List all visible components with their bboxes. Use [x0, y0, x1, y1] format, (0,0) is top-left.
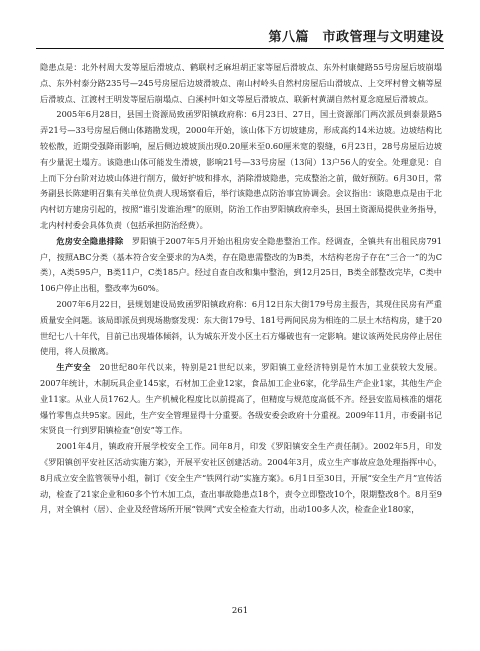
paragraph-text: 2001年4月，镇政府开展学校安全工作。同年8月，印发《罗阳镇安全生产责任制》。2002年5月，印发《罗阳镇创平安社区活动实施方案》，开展平安社区创建活动。2004年3月，成立生产事故应急处理指挥中心，8月成立安全监管领导小组，制订《安全生产“铁网行动”实施方案》。6月1日至30日，开展“安全生产月”宣传活动，检查了21家企业和60多个竹木加工点，查出事故隐患点18个，责令立即整改10个，限期整改8个。8月至9月，对全镇村（居）、企业及经营场所开展“铁网”式安全检查大行动，出动100多人次，检查企业180家， [40, 441, 442, 515]
page-body [40, 60, 442, 518]
paragraph-text: 20世纪80年代以来，特别是21世纪以来，罗阳镇工业经济特别是竹木加工业获较大发展。2007年统计，木制玩具企业145家，石材加工企业12家，食品加工企业6家，化学品生产企业1家，其他生产企业11家。从业人员1762人。生产机械化程度比以前提高了，但精度与规范度高低不齐。经县安监局核准的烟花爆竹零售点共95家。因此，生产安全管理显得十分重要。各级安委会政府十分重视。2009年11月，市委副书记宋贤良一行到罗阳镇检查“创安”等工作。 [40, 362, 442, 436]
paragraph-6 [40, 439, 442, 518]
section-heading-production-safety: 生产安全 [56, 362, 91, 373]
page-number: 261 [231, 606, 249, 616]
paragraph-2 [40, 107, 442, 233]
paragraph-3 [40, 234, 442, 297]
paragraph-text: 2007年6月22日，县规划建设局致函罗阳镇政府称：6月12日东大街179号房主报告，其现住民房有严重质量安全问题。该局即派员到现场勘察发现：东大街179号、181号两间民房为相连的二层土木结构房，建于20世纪七八十年代，目前已出现墙体倾斜，认为城东开发小区土石方爆破也有一定影响。建议该两处民房停止居住使用，将人员撤离。 [40, 298, 442, 357]
running-header [36, 22, 444, 49]
section-heading-housing-safety: 危房安全隐患排除 [56, 235, 124, 246]
paragraph-text: 罗阳镇于2007年5月开始出租房安全隐患整治工作。经调查，全镇共有出租民房791户，按照ABC分类（基本符合安全要求的为A类，存在隐患需整改的为B类，木结构老房子存在“三合一”的为C类），A类595户，B类11户，C类185户。经过自查自改和集中整治，到12月25日，B类全部整改完毕，C类中106户停止出租，整改率为60%。 [40, 235, 442, 294]
paragraph-1 [40, 60, 442, 107]
paragraph-text: 2005年6月28日，县国土资源局致函罗阳镇政府称：6月23日、27日，国土资源部门两次派员到泰景路5弄21号—33号房屋后侧山体踏勘发现，2000年开始，该山体下方切坡建房，形成高约14米边坡。边坡结构比较松散，近期受强降雨影响，屋后侧边坡坡顶出现0.20厘米至0.60厘米宽的裂缝，6月23日，28号房屋后边坡有少量泥土塌方。该隐患山体可能发生滑坡，影响21号—33号房屋（13间）13户56人的安全。处理意见：自上而下分台阶对边坡山体进行削方，做好护坡和排水，消除滑坡隐患，完成整治之前，做好预防。6月30日，常务副县长陈建明召集有关单位负责人现场察看后，举行该隐患点防治事宜协调会。会议指出：该隐患点是由于北内村切方建房引起的，按照“谁引发谁治理”的原则，防治工作由罗阳镇政府牵头，县国土资源局提供业务指导，北内村村委会具体负责（包括承担防治经费）。 [40, 109, 442, 230]
paragraph-4 [40, 297, 442, 360]
paragraph-text: 隐患点是：北外村周大发等屋后滑坡点、鹤联村乏麻坦胡正家等屋后滑坡点、东外村康健路55号房屋后坡崩塌点、东外村泰分路235号—245号房屋后边坡滑坡点、南山村岭头自然村房屋后山滑坡点、上交坪村曾文楠等屋后滑坡点、江渡村王明发等屋后崩塌点、白溪村叶如文等屋后滑坡点、联新村黄湖自然村夏念庭屋后滑坡点。 [40, 62, 442, 104]
paragraph-5 [40, 360, 442, 439]
chapter-title: 第八篇 市政管理与文明建设 [268, 30, 444, 45]
